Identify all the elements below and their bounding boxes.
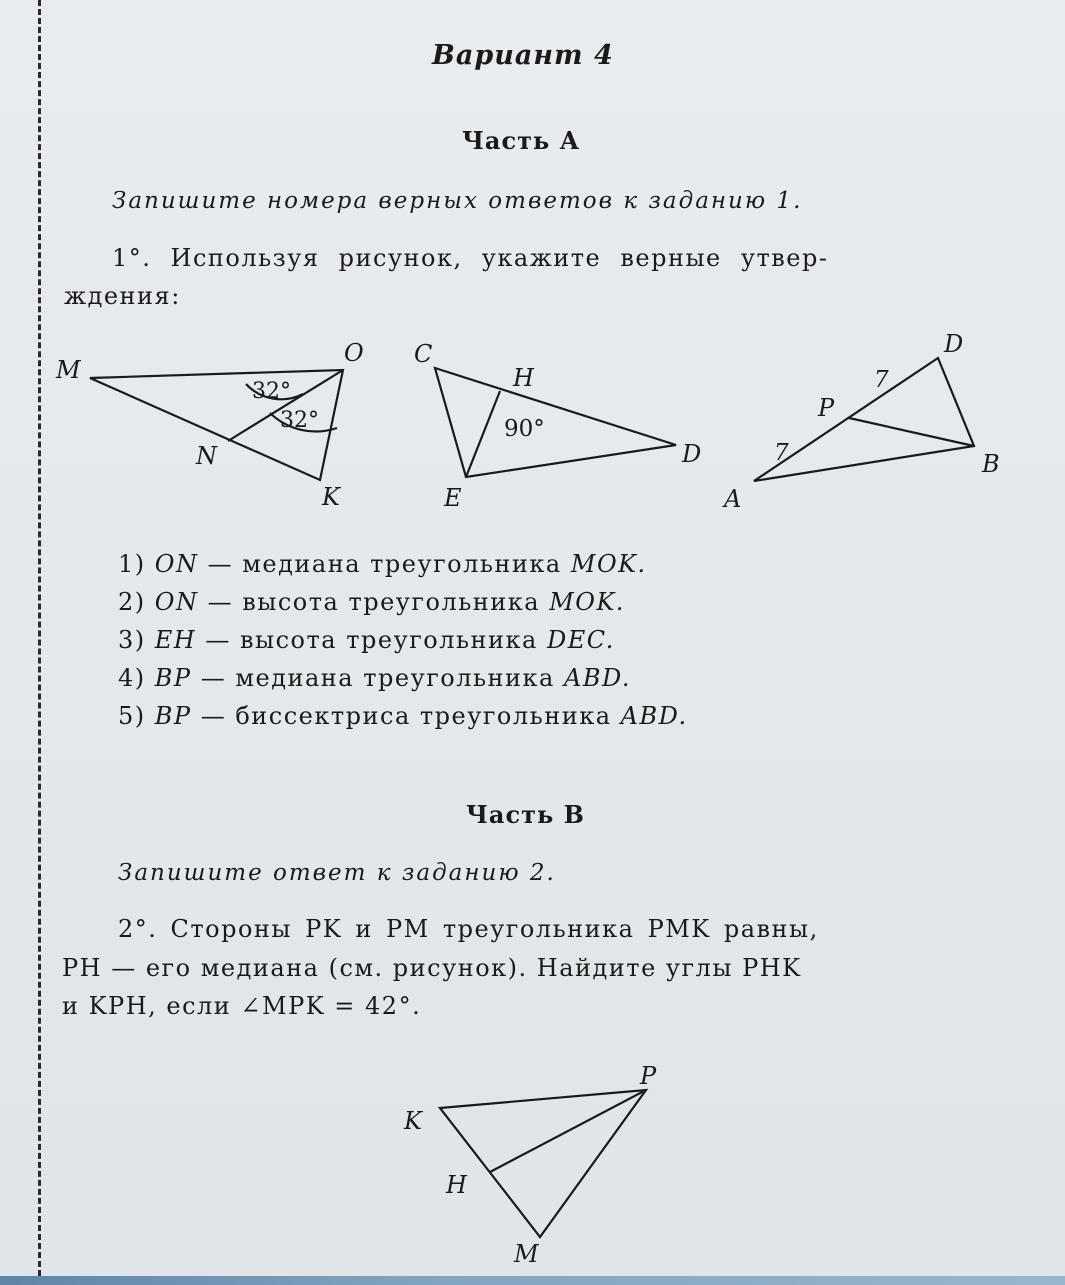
option-3 <box>118 626 615 654</box>
option-2-triangle: MOK. <box>549 588 626 616</box>
option-5-segment: BP <box>154 702 192 730</box>
option-2-segment: ON <box>154 588 199 616</box>
option-4-segment: BP <box>154 664 192 692</box>
part-b-heading: Часть В <box>466 800 585 829</box>
label-p2: P <box>640 1062 657 1090</box>
option-4-num: 4) <box>118 664 146 692</box>
label-m: M <box>56 356 81 384</box>
option-1 <box>118 550 647 578</box>
label-b: B <box>982 450 1000 478</box>
triangle-pmk <box>440 1090 646 1237</box>
option-5-text: — биссектриса треугольника <box>200 702 612 730</box>
option-3-segment: EH <box>154 626 197 654</box>
option-4 <box>118 664 631 692</box>
label-h2: H <box>446 1171 467 1199</box>
figure-pmk <box>440 1090 646 1237</box>
option-2-num: 2) <box>118 588 146 616</box>
part-a-instruction: Запишите номера верных ответов к заданию 1. <box>112 188 803 214</box>
label-k2: K <box>404 1107 422 1135</box>
option-2-text: — высота треугольника <box>207 588 541 616</box>
task2-line3: и KPH, если ∠MPK = 42°. <box>62 992 422 1020</box>
angle-label-90: 90° <box>504 416 545 442</box>
option-3-num: 3) <box>118 626 146 654</box>
part-b-instruction: Запишите ответ к заданию 2. <box>118 860 556 886</box>
label-a: A <box>724 485 742 513</box>
task2-line2: PH — его медиана (см. рисунок). Найдите углы PHK <box>62 954 802 982</box>
option-4-triangle: ABD. <box>563 664 631 692</box>
task2-line1: 2°. Стороны PK и PM треугольника PMK равны, <box>118 915 819 943</box>
length-dp: 7 <box>874 367 889 393</box>
option-1-segment: ON <box>154 550 199 578</box>
label-k: K <box>322 483 340 511</box>
task1-line1: 1°. Используя рисунок, укажите верные утвер- <box>112 244 829 272</box>
screen-bottom-edge <box>0 1276 1065 1285</box>
option-1-text: — медиана треугольника <box>207 550 562 578</box>
label-c: C <box>414 340 433 368</box>
option-5 <box>118 702 688 730</box>
variant-title: Вариант 4 <box>432 40 614 71</box>
label-p: P <box>818 394 835 422</box>
label-m2: M <box>514 1240 539 1268</box>
triangle-dec <box>435 368 676 477</box>
task1-line2: ждения: <box>64 282 181 310</box>
segment-bp <box>849 418 974 446</box>
part-a-heading: Часть А <box>462 126 581 155</box>
angle-label-1: 32° <box>252 379 291 404</box>
option-3-triangle: DEC. <box>546 626 615 654</box>
label-e: E <box>444 484 462 512</box>
label-n: N <box>196 442 217 470</box>
option-3-text: — высота треугольника <box>205 626 538 654</box>
option-1-triangle: MOK. <box>570 550 647 578</box>
angle-label-2: 32° <box>280 408 319 433</box>
length-pa: 7 <box>774 440 789 466</box>
option-4-text: — медиана треугольника <box>200 664 555 692</box>
figure-dec <box>435 368 676 477</box>
option-5-triangle: ABD. <box>620 702 688 730</box>
label-d2: D <box>944 330 964 358</box>
segment-eh <box>466 391 500 477</box>
label-d: D <box>682 440 702 468</box>
label-h: H <box>513 364 534 392</box>
option-1-num: 1) <box>118 550 146 578</box>
label-o: O <box>344 339 364 367</box>
option-2 <box>118 588 625 616</box>
option-5-num: 5) <box>118 702 146 730</box>
